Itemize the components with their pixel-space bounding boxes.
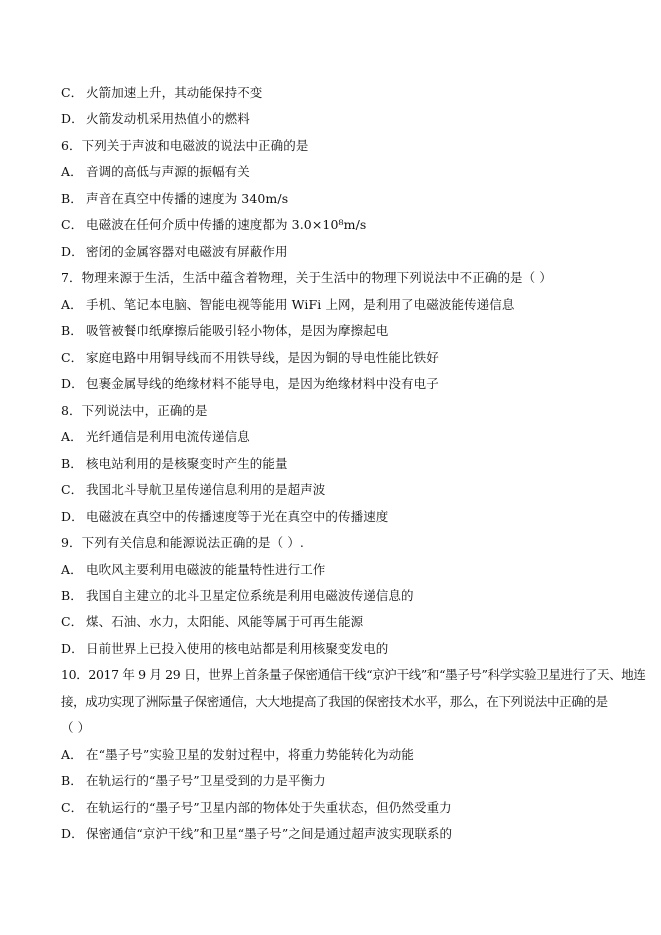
option-text: 我国自主建立的北斗卫星定位系统是利用电磁波传递信息的 xyxy=(86,588,414,603)
option-line xyxy=(61,297,621,313)
option-key: B． xyxy=(61,456,83,471)
option-line xyxy=(61,217,621,233)
option-line xyxy=(61,747,621,763)
option-key: B． xyxy=(61,773,83,788)
option-key: D． xyxy=(61,111,84,126)
option-line xyxy=(61,164,621,180)
option-text: 手机、笔记本电脑、智能电视等能用 WiFi 上网，是利用了电磁波能传递信息 xyxy=(86,297,515,312)
option-text: 保密通信“京沪干线”和卫星“墨子号”之间是通过超声波实现联系的 xyxy=(86,826,453,841)
option-key: C． xyxy=(61,217,84,232)
option-line xyxy=(61,800,621,816)
option-line xyxy=(61,111,621,127)
option-key: A． xyxy=(61,164,83,179)
question-line: 6．下列关于声波和电磁波的说法中正确的是 xyxy=(61,138,309,153)
option-text: 光纤通信是利用电流传递信息 xyxy=(86,429,250,444)
option-text: 我国北斗导航卫星传递信息利用的是超声波 xyxy=(86,482,326,497)
option-key: B． xyxy=(61,191,83,206)
option-key: A． xyxy=(61,747,83,762)
option-line xyxy=(61,614,621,630)
option-key: C． xyxy=(61,614,84,629)
question-line: 8．下列说法中，正确的是 xyxy=(61,403,208,418)
option-key: C． xyxy=(61,350,84,365)
option-line xyxy=(61,509,621,525)
option-text: 在“墨子号”实验卫星的发射过程中，将重力势能转化为动能 xyxy=(86,747,414,762)
question-line: 9．下列有关信息和能源说法正确的是（ ）. xyxy=(61,535,305,550)
option-line xyxy=(61,562,621,578)
option-line xyxy=(61,482,621,498)
option-line xyxy=(61,191,621,207)
option-key: A． xyxy=(61,562,83,577)
option-text: 日前世界上已投入使用的核电站都是利用核聚变发电的 xyxy=(86,641,389,656)
option-text: 电磁波在任何介质中传播的速度都为 3.0×10⁸m/s xyxy=(86,217,367,232)
question-line: 7．物理来源于生活，生活中蕴含着物理，关于生活中的物理下列说法中不正确的是（ ） xyxy=(61,270,552,285)
question-line: 10．2017 年 9 月 29 日，世界上首条量子保密通信干线“京沪干线”和“墨子号”科学实验卫星进行了天、地连 xyxy=(61,667,646,682)
option-line xyxy=(61,456,621,472)
option-text: 电吹风主要利用电磁波的能量特性进行工作 xyxy=(86,562,326,577)
option-text: 家庭电路中用铜导线而不用铁导线，是因为铜的导电性能比铁好 xyxy=(86,350,439,365)
option-line xyxy=(61,350,621,366)
option-text: 在轨运行的“墨子号”卫星内部的物体处于失重状态，但仍然受重力 xyxy=(86,800,452,815)
option-key: D． xyxy=(61,376,84,391)
option-text: 吸管被餐巾纸摩擦后能吸引轻小物体，是因为摩擦起电 xyxy=(86,323,389,338)
option-key: D． xyxy=(61,244,84,259)
option-key: A． xyxy=(61,297,83,312)
option-key: C． xyxy=(61,482,84,497)
option-line xyxy=(61,244,621,260)
option-key: C． xyxy=(61,85,84,100)
option-text: 火箭发动机采用热值小的燃料 xyxy=(86,111,250,126)
option-text: 密闭的金属容器对电磁波有屏蔽作用 xyxy=(86,244,288,259)
question-line: 接，成功实现了洲际量子保密通信，大大地提高了我国的保密技术水平，那么，在下列说法中正确的是 xyxy=(61,694,608,709)
option-line xyxy=(61,429,621,445)
option-key: C． xyxy=(61,800,84,815)
option-text: 音调的高低与声源的振幅有关 xyxy=(86,164,250,179)
option-key: A． xyxy=(61,429,83,444)
option-key: B． xyxy=(61,323,83,338)
option-line xyxy=(61,641,621,657)
option-text: 电磁波在真空中的传播速度等于光在真空中的传播速度 xyxy=(86,509,389,524)
option-text: 煤、石油、水力，太阳能、风能等属于可再生能源 xyxy=(86,614,364,629)
option-line xyxy=(61,826,621,842)
option-line xyxy=(61,773,621,789)
option-text: 在轨运行的“墨子号”卫星受到的力是平衡力 xyxy=(86,773,326,788)
option-line xyxy=(61,85,621,101)
option-text: 包裹金属导线的绝缘材料不能导电，是因为绝缘材料中没有电子 xyxy=(86,376,439,391)
option-key: D． xyxy=(61,509,84,524)
option-line xyxy=(61,588,621,604)
option-key: B． xyxy=(61,588,83,603)
option-key: D． xyxy=(61,641,84,656)
option-text: 声音在真空中传播的速度为 340m/s xyxy=(86,191,289,206)
option-line xyxy=(61,376,621,392)
option-text: 核电站利用的是核聚变时产生的能量 xyxy=(86,456,288,471)
option-line xyxy=(61,323,621,339)
option-text: 火箭加速上升，其动能保持不变 xyxy=(86,85,263,100)
question-line: （ ） xyxy=(61,720,91,735)
option-key: D． xyxy=(61,826,84,841)
